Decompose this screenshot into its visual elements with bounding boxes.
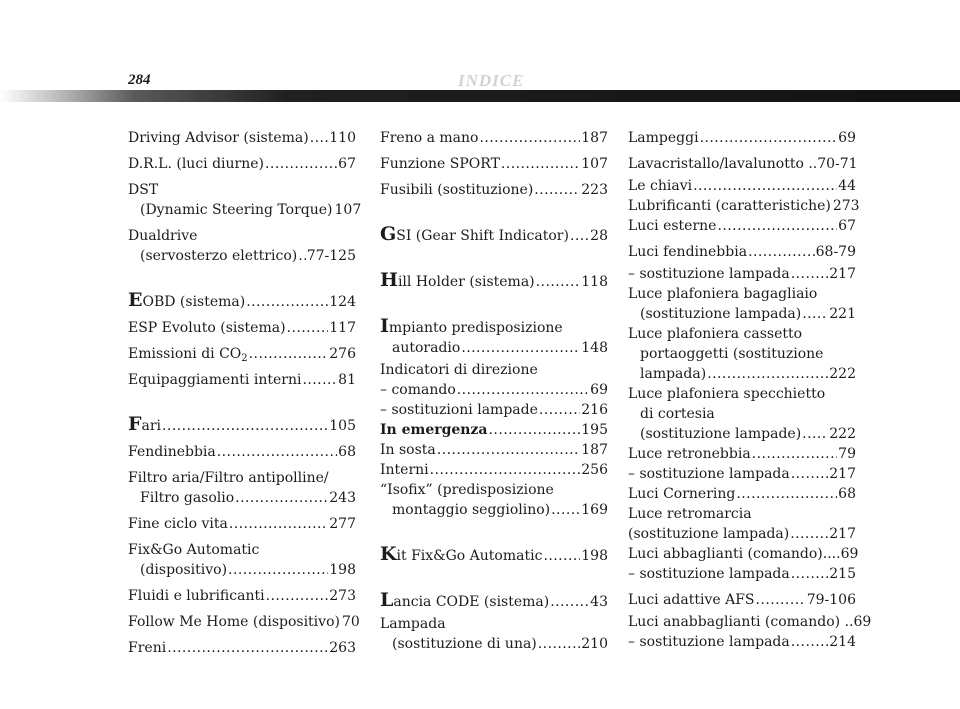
dropcap-letter: F [128, 413, 142, 435]
index-entry: Luci anabbaglianti (comando) .. 69 [628, 614, 872, 630]
section-title: INDICE [458, 71, 525, 90]
index-entry: Freno a mano . . . 187 [380, 128, 608, 148]
dropcap-letter: E [128, 289, 143, 311]
index-entry: Luci abbaglianti (comando).... 69 [628, 546, 859, 562]
index-entry: – sostituzione lampada . . . 214 [628, 632, 856, 652]
header-bar [0, 90, 960, 102]
index-entry: Luce retromarcia (sostituzione lampada) . . . 217 [628, 504, 856, 544]
index-entry: Luce plafoniera specchietto di cortesia (sostituzione lampade) . . . 222 [628, 384, 856, 444]
index-entry: Kit Fix&Go Automatic . . . 198 [380, 544, 608, 566]
index-entry: Dualdrive (servosterzo elettrico) . . . 77-125 [128, 226, 356, 266]
index-entry: Luci Cornering . . . 68 [628, 484, 856, 504]
index-entry: Fendinebbia . . . 68 [128, 442, 356, 462]
dropcap-letter: G [380, 223, 397, 245]
index-entry: Emissioni di $CO_2$ . . . 276 [128, 344, 356, 364]
index-entry: Driving Advisor (sistema) . . . 110 [128, 128, 356, 148]
index-entry: ESP Evoluto (sistema) . . . 117 [128, 318, 356, 338]
index-entry: Fusibili (sostituzione) . . . 223 [380, 180, 608, 200]
index-entry: Luce plafoniera bagagliaio (sostituzione lampada) . . . 221 [628, 284, 856, 324]
index-entry: Indicatori di direzione [380, 362, 538, 378]
index-entry: Luci fendinebbia . . . 68-79 [628, 242, 856, 262]
dropcap-letter: H [380, 269, 398, 291]
index-entry: Impianto predisposizione autoradio . . . 148 [380, 316, 608, 358]
dropcap-letter: K [380, 543, 397, 565]
index-entry: Filtro aria/Filtro antipolline/ Filtro gasolio . . . 243 [128, 468, 356, 508]
index-entry: – sostituzione lampada . . . 215 [628, 564, 856, 584]
index-entry: DST (Dynamic Steering Torque) 107 [128, 182, 362, 218]
index-entry: Luce retronebbia . . . 79 [628, 444, 856, 464]
index-entry: In emergenza . . . 195 [380, 420, 608, 440]
index-entry: Luce plafoniera cassetto portaoggetti (sostituzione lampada) . . . 222 [628, 324, 856, 384]
index-entry: – comando . . . 69 [380, 380, 608, 400]
index-entry: – sostituzione lampada . . . 217 [628, 264, 856, 284]
index-column-2 [380, 128, 608, 656]
index-entry: Luci esterne . . . 67 [628, 216, 856, 236]
index-entry: EOBD (sistema) . . . 124 [128, 290, 356, 312]
index-entry: GSI (Gear Shift Indicator) . . . 28 [380, 224, 608, 246]
index-entry: Lancia CODE (sistema) . . . 43 [380, 590, 608, 612]
index-entry: Follow Me Home (dispositivo) 70 [128, 614, 360, 630]
index-entry: Lampeggi . . . 69 [628, 128, 856, 148]
index-entry: D.R.L. (luci diurne) . . . 67 [128, 154, 356, 174]
index-column-1 [128, 128, 362, 660]
index-entry: Fluidi e lubrificanti . . . 273 [128, 586, 356, 606]
index-entry: Lubrificanti (caratteristiche) 273 [628, 198, 860, 214]
index-entry: Fine ciclo vita . . . 277 [128, 514, 356, 534]
index-entry: “Isofix” (predisposizione montaggio seggiolino) . . . 169 [380, 480, 608, 520]
index-entry: – sostituzioni lampade . . . 216 [380, 400, 608, 420]
index-column-3 [628, 128, 872, 652]
index-entry: Funzione SPORT . . . 107 [380, 154, 608, 174]
page-number: 284 [128, 72, 151, 88]
index-entry: Lampada (sostituzione di una) . . . 210 [380, 614, 608, 654]
index-entry: In sosta . . . 187 [380, 440, 608, 460]
index-entry: Freni . . . 263 [128, 638, 356, 658]
dropcap-letter: I [380, 315, 389, 337]
index-entry: Hill Holder (sistema) . . . 118 [380, 270, 608, 292]
index-entry: – sostituzione lampada . . . 217 [628, 464, 856, 484]
index-entry: Fix&Go Automatic (dispositivo) . . . 198 [128, 540, 356, 580]
index-entry: Lavacristallo/lavalunotto .. 70-71 [628, 156, 858, 172]
index-entry: Luci adattive AFS . . . 79-106 [628, 590, 856, 610]
index-entry: Fari . . . 105 [128, 414, 356, 436]
index-entry: Le chiavi . . . 44 [628, 176, 856, 196]
dropcap-letter: L [380, 589, 394, 611]
index-entry: Equipaggiamenti interni . . . 81 [128, 370, 356, 390]
index-entry: Interni . . . 256 [380, 460, 608, 480]
